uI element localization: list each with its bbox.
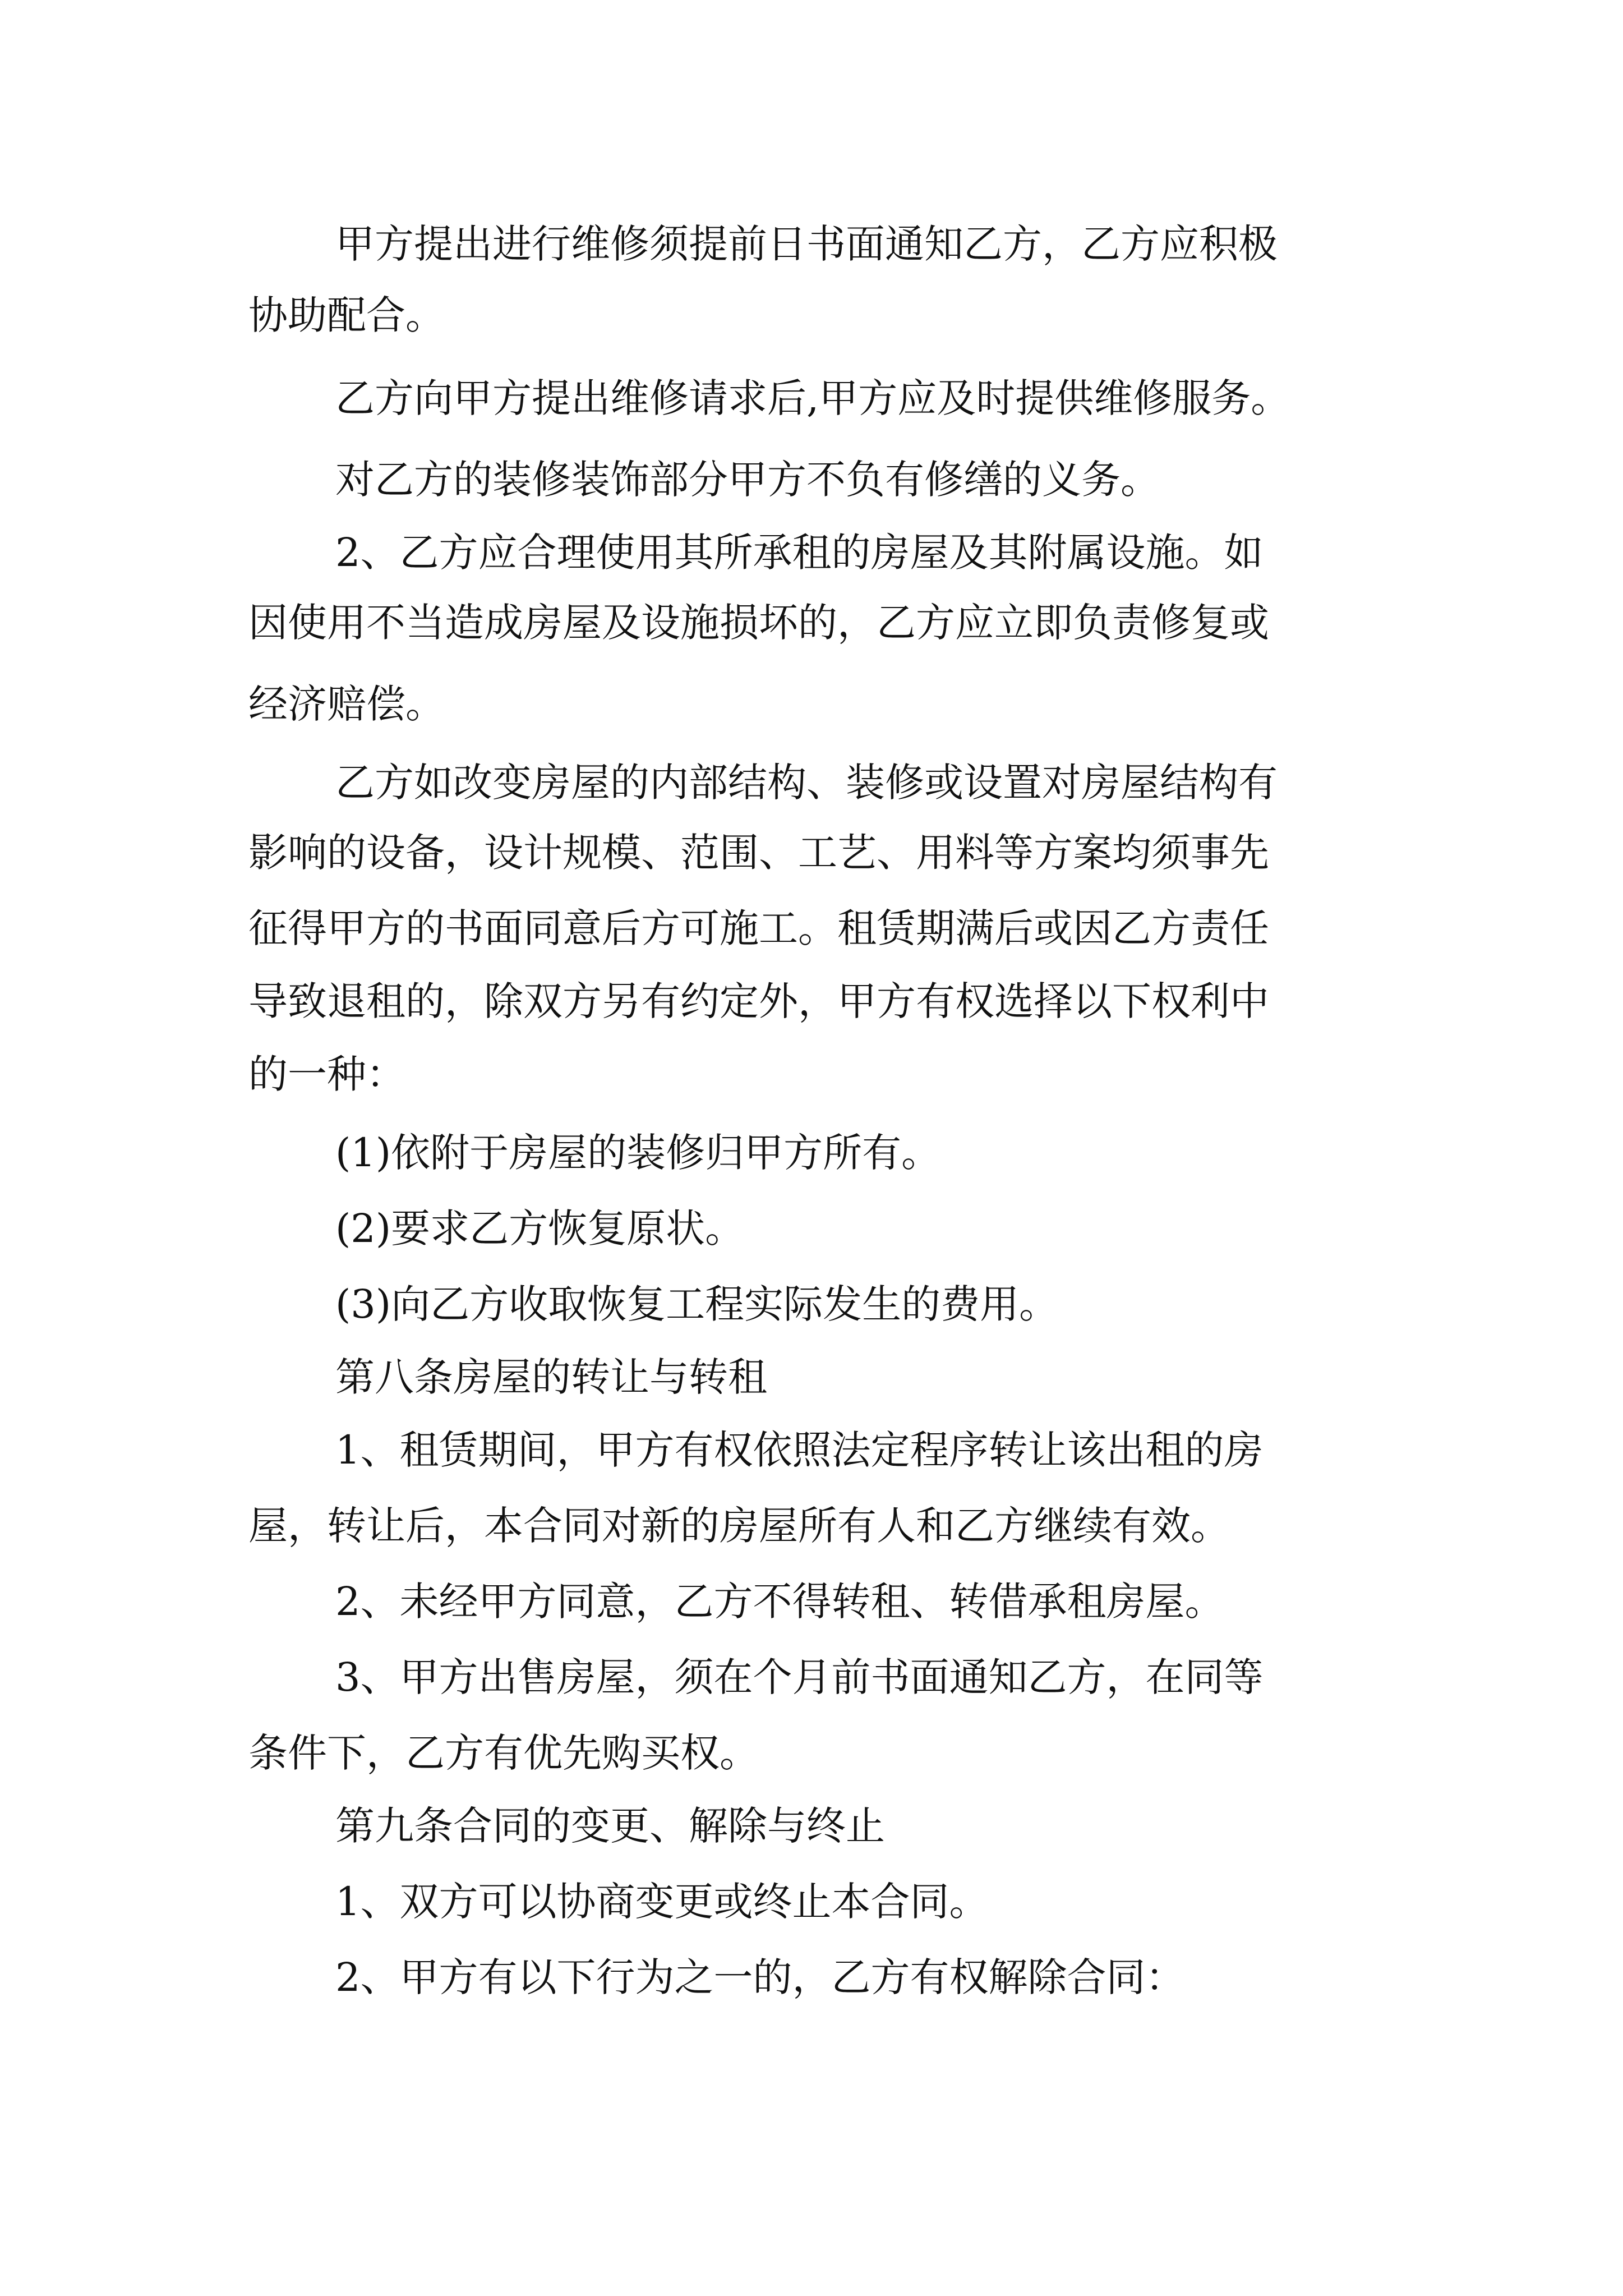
text-line-9: 影响的设备，设计规模、范围、工艺、用料等方案均须事先 [248,830,1269,876]
text-line-7: 经济赔偿。 [248,681,445,727]
text-line-1: 甲方提出进行维修须提前日书面通知乙方，乙方应积极 [335,221,1278,267]
text-line-13: (1)依附于房屋的装修归甲方所有。 [335,1130,941,1176]
text-line-11: 导致退租的，除双方另有约定外，甲方有权选择以下权利中 [248,978,1269,1024]
text-line-14: (2)要求乙方恢复原状。 [335,1205,745,1251]
text-line-3: 乙方向甲方提出维修请求后,甲方应及时提供维修服务。 [335,375,1290,421]
text-line-18: 屋，转让后，本合同对新的房屋所有人和乙方继续有效。 [248,1503,1230,1549]
text-line-16: 第八条房屋的转让与转租 [335,1354,767,1400]
text-line-4: 对乙方的装修装饰部分甲方不负有修缮的义务。 [335,457,1160,503]
text-line-6: 因使用不当造成房屋及设施损坏的，乙方应立即负责修复或 [248,600,1269,646]
text-line-12: 的一种： [248,1051,405,1097]
text-line-8: 乙方如改变房屋的内部结构、装修或设置对房屋结构有 [335,760,1278,806]
text-line-22: 第九条合同的变更、解除与终止 [335,1803,885,1849]
text-line-5: 2、乙方应合理使用其所承租的房屋及其附属设施。如 [335,530,1264,576]
text-line-23: 1、双方可以协商变更或终止本合同。 [335,1879,989,1925]
text-line-2: 协助配合。 [248,292,445,338]
text-line-20: 3、甲方出售房屋，须在个月前书面通知乙方，在同等 [335,1654,1264,1700]
text-line-19: 2、未经甲方同意，乙方不得转租、转借承租房屋。 [335,1579,1224,1625]
text-line-15: (3)向乙方收取恢复工程实际发生的费用。 [335,1281,1059,1327]
text-line-17: 1、租赁期间，甲方有权依照法定程序转让该出租的房 [335,1427,1264,1473]
text-line-24: 2、甲方有以下行为之一的，乙方有权解除合同： [335,1954,1185,2000]
text-line-21: 条件下，乙方有优先购买权。 [248,1730,759,1776]
text-line-10: 征得甲方的书面同意后方可施工。租赁期满后或因乙方责任 [248,905,1269,951]
